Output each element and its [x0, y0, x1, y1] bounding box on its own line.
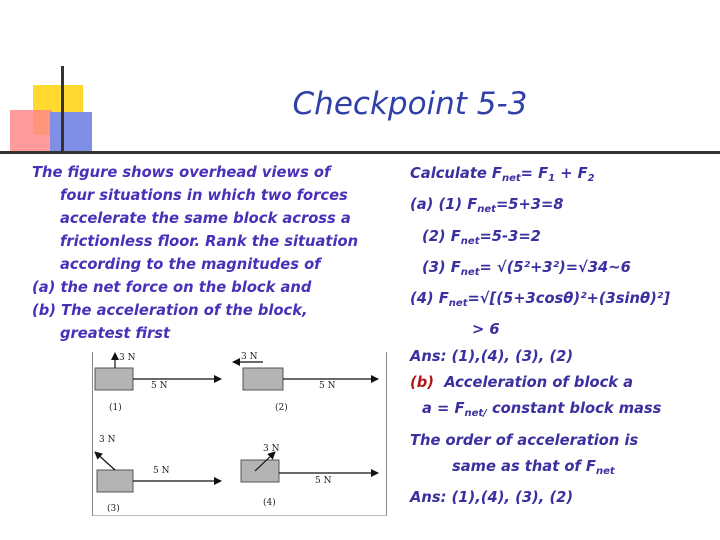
question-item-a: (a) the net force on the block and	[32, 279, 312, 296]
question-line-4: frictionless floor. Rank the situation	[60, 233, 359, 250]
block-2	[243, 368, 283, 390]
order-line-2	[410, 454, 715, 485]
a4-sub: net	[448, 298, 468, 310]
part-b-line	[410, 370, 715, 396]
block-1	[95, 368, 133, 390]
situation-1-label: (1)	[109, 403, 122, 413]
label-4-5n: 5 N	[315, 476, 332, 486]
question-item-b-line-1: (b) The acceleration of the block,	[32, 302, 308, 319]
decor-blue-square	[50, 112, 92, 154]
calc-line	[410, 161, 715, 192]
label-1-3n: 3 N	[119, 353, 136, 363]
decor-red-square	[10, 110, 52, 152]
order2-pre: same as that of F	[452, 457, 596, 475]
calc-plus: + F	[555, 165, 588, 182]
situation-1	[95, 353, 221, 413]
a2-pre: (2) F	[422, 227, 461, 245]
label-3-3n: 3 N	[99, 435, 116, 445]
answer-a2	[410, 224, 715, 255]
eq-sub: net/	[464, 408, 487, 420]
force-diagram-figure	[92, 352, 387, 516]
solution-text	[410, 161, 715, 512]
question-line-3: accelerate the same block across a	[60, 210, 351, 227]
question-paragraph	[32, 161, 387, 276]
answer-ranking-b: Ans: (1),(4), (3), (2)	[410, 489, 574, 507]
a3-pre: (3) F	[422, 258, 461, 276]
eq-post: constant block mass	[491, 400, 662, 418]
situation-3	[95, 435, 221, 514]
a4-post: =√[(5+3cosθ)²+(3sinθ)²]	[467, 290, 670, 308]
greater-than-six: > 6	[472, 321, 500, 339]
label-4-3n: 3 N	[263, 444, 280, 454]
a1-pre: (a) (1) F	[410, 196, 478, 214]
answer-a3	[410, 255, 715, 286]
question-line-5: according to the magnitudes of	[60, 256, 321, 273]
answer-a4	[410, 286, 715, 317]
question-item-b	[32, 299, 387, 345]
answer-ranking-a: Ans: (1),(4), (3), (2)	[410, 347, 574, 365]
a1-sub: net	[477, 204, 496, 216]
part-b-label: (b)	[410, 374, 434, 392]
situation-4	[241, 444, 378, 508]
label-2-5n: 5 N	[319, 381, 336, 391]
decor-vertical-line	[61, 66, 64, 154]
block-3	[97, 470, 133, 492]
block-4	[241, 460, 279, 482]
situation-2	[233, 352, 378, 413]
label-2-3n: 3 N	[241, 352, 258, 362]
question-line-2: four situations in which two forces	[60, 187, 348, 204]
question-line-1: The figure shows overhead views of	[32, 164, 331, 181]
calc-net-sub: net	[501, 173, 521, 184]
a4-pre: (4) F	[410, 290, 449, 308]
label-3-5n: 5 N	[153, 466, 170, 476]
decor-horizontal-rule	[0, 151, 720, 154]
part-b-text: Acceleration of block a	[444, 374, 634, 392]
situation-2-label: (2)	[275, 403, 288, 413]
situation-4-label: (4)	[263, 498, 276, 508]
calc-sub1: 1	[548, 173, 556, 184]
situation-3-label: (3)	[107, 504, 120, 514]
a1-post: =5+3=8	[495, 196, 564, 214]
calc-sub2: 2	[587, 173, 595, 184]
acceleration-equation	[410, 396, 715, 427]
question-item-b-line-2: greatest first	[60, 325, 171, 342]
a3-post: = √(5²+3²)=√34~6	[479, 258, 631, 276]
arrow-3-3n	[95, 452, 115, 470]
order-line-1: The order of acceleration is	[410, 431, 639, 449]
a3-sub: net	[460, 266, 480, 278]
order2-sub: net	[595, 465, 615, 477]
label-1-5n: 5 N	[151, 381, 168, 391]
a2-post: =5-3=2	[479, 227, 541, 245]
calc-mid: = F	[520, 165, 549, 182]
eq-pre: a = F	[422, 400, 465, 418]
force-diagram-svg	[93, 352, 386, 515]
answer-a1	[410, 192, 715, 223]
question-text	[32, 161, 387, 345]
calc-prefix: Calculate F	[410, 165, 502, 182]
slide-title: Checkpoint 5-3	[292, 86, 528, 122]
a2-sub: net	[460, 235, 480, 247]
